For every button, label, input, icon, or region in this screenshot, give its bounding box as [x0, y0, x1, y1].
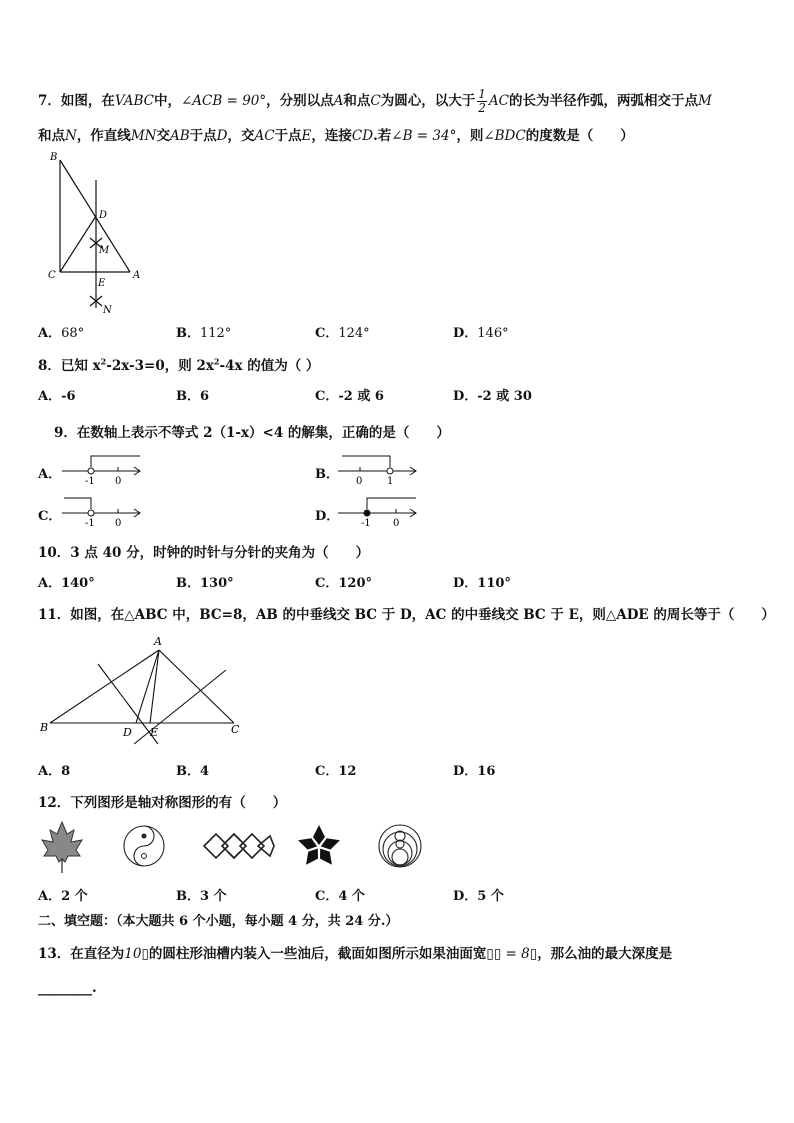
q7-segment-CD [60, 216, 96, 272]
q9-option-c-letter[interactable]: C． [38, 509, 62, 524]
q10-option-b[interactable]: B．130° [176, 576, 234, 591]
q8-stem: 8．已知 $x^2-2x-3=0$，则 $2x^2-4x$ 的值为（ ） [38, 356, 320, 374]
q7-label-N: N [103, 305, 112, 316]
q11-option-d[interactable]: D．16 [453, 764, 496, 779]
chinese-knot-icon [204, 834, 274, 858]
q12-stem: 12．下列图形是轴对称图形的有（ ） [38, 795, 287, 811]
q9-c-tick-2: 0 [115, 518, 122, 529]
q9-option-b-numberline[interactable] [336, 451, 420, 487]
q11-option-a[interactable]: A．8 [38, 764, 71, 779]
q8-option-d[interactable]: D．-2 或 30 [453, 389, 532, 404]
q10-stem: 10．3 点 40 分，时钟的时针与分针的夹角为（ ） [38, 545, 370, 561]
q7-option-b[interactable]: B．112° [176, 326, 232, 341]
q7-option-a[interactable]: A．68° [38, 326, 85, 341]
q11-label-A: A [154, 635, 162, 648]
q7-label-M: M [99, 245, 110, 256]
q7-line1: 7．如图，在VABC中，∠ACB = 90°，分别以点A和点C为圆心，以大于 $\frac{1}{2}$ AC的长为半径作弧，两弧相交于点M [38, 87, 712, 115]
q9-d-closed-point [364, 510, 370, 516]
q9-c-open-point [88, 510, 94, 516]
fraction-half: $\frac{1}{2}$ [478, 87, 486, 115]
q8-option-c[interactable]: C．-2 或 6 [315, 389, 384, 404]
q11-side-AC [159, 650, 234, 723]
q11-figure [38, 632, 242, 746]
q9-option-a-letter[interactable]: A． [38, 467, 62, 482]
q11-option-c[interactable]: C．12 [315, 764, 357, 779]
q11-option-b[interactable]: B．4 [176, 764, 210, 779]
q9-d-tick-1: -1 [361, 518, 371, 529]
q7-label-D: D [99, 210, 108, 221]
star-flower-icon [296, 825, 342, 868]
section-heading-fill-in: 二、填空题：（本大题共 6 个小题，每小题 4 分，共 24 分.） [38, 914, 399, 929]
q9-b-tick-2: 1 [387, 476, 394, 487]
q11-stem: 11．如图，在△ABC 中，BC=8，AB 的中垂线交 BC 于 D，AC 的中垂线交 BC 于 E，则△ADE 的周长等于（ ） [38, 607, 775, 623]
q9-option-d-numberline[interactable] [336, 493, 420, 529]
q8-option-a[interactable]: A．-6 [38, 389, 76, 404]
q9-c-tick-1: -1 [85, 518, 95, 529]
q9-a-tick-2: 0 [115, 476, 122, 487]
q11-label-D: D [123, 726, 132, 739]
q7-option-c[interactable]: C．124° [315, 326, 370, 341]
q9-a-tick-1: -1 [85, 476, 95, 487]
q7-line2: 和点N，作直线MN交AB于点D，交AC于点E，连接CD.若∠B = 34°，则∠BDC的度数是（ ） [38, 128, 634, 144]
nested-circles-icon [379, 825, 421, 867]
q13-answer-blank[interactable]: ________. [38, 980, 97, 996]
q12-option-d[interactable]: D．5 个 [453, 889, 504, 904]
q12-option-a[interactable]: A．2 个 [38, 889, 88, 904]
q11-segment-AD [136, 650, 159, 723]
q13-stem: 13．在直径为10▯的圆柱形油槽内装入一些油后，截面如图所示如果油面宽▯▯ = 8▯，那么油的最大深度是 [38, 946, 673, 962]
q7-label-C: C [48, 270, 56, 281]
q11-segment-AE [150, 650, 159, 723]
q11-perp-bisector-AC [134, 670, 226, 744]
q10-option-c[interactable]: C．120° [315, 576, 372, 591]
q11-label-C: C [231, 723, 240, 736]
q9-b-tick-1: 0 [356, 476, 363, 487]
q7-figure [38, 148, 158, 318]
q10-option-d[interactable]: D．110° [453, 576, 511, 591]
q11-label-B: B [40, 721, 49, 734]
q12-figures [36, 815, 428, 877]
maple-leaf-icon [42, 822, 82, 873]
yin-yang-icon [124, 826, 164, 866]
q7-option-d[interactable]: D．146° [453, 326, 509, 341]
q9-a-open-point [88, 468, 94, 474]
q11-label-E: E [150, 726, 159, 739]
q11-side-AB [50, 650, 159, 723]
q9-option-b-letter[interactable]: B． [315, 467, 339, 482]
q9-option-d-letter[interactable]: D． [315, 509, 340, 524]
q9-option-a-numberline[interactable] [60, 451, 144, 487]
q9-b-open-point [387, 468, 393, 474]
q9-option-c-numberline[interactable] [60, 493, 144, 529]
q12-option-c[interactable]: C．4 个 [315, 889, 365, 904]
q9-d-tick-2: 0 [393, 518, 400, 529]
q7-label-A: A [133, 270, 141, 281]
q9-stem: 9．在数轴上表示不等式 2（1-x）<4 的解集，正确的是（ ） [54, 425, 450, 441]
q12-option-b[interactable]: B．3 个 [176, 889, 227, 904]
q7-label-E: E [98, 278, 106, 289]
q8-option-b[interactable]: B．6 [176, 389, 210, 404]
q7-label-B: B [50, 152, 58, 163]
q10-option-a[interactable]: A．140° [38, 576, 95, 591]
